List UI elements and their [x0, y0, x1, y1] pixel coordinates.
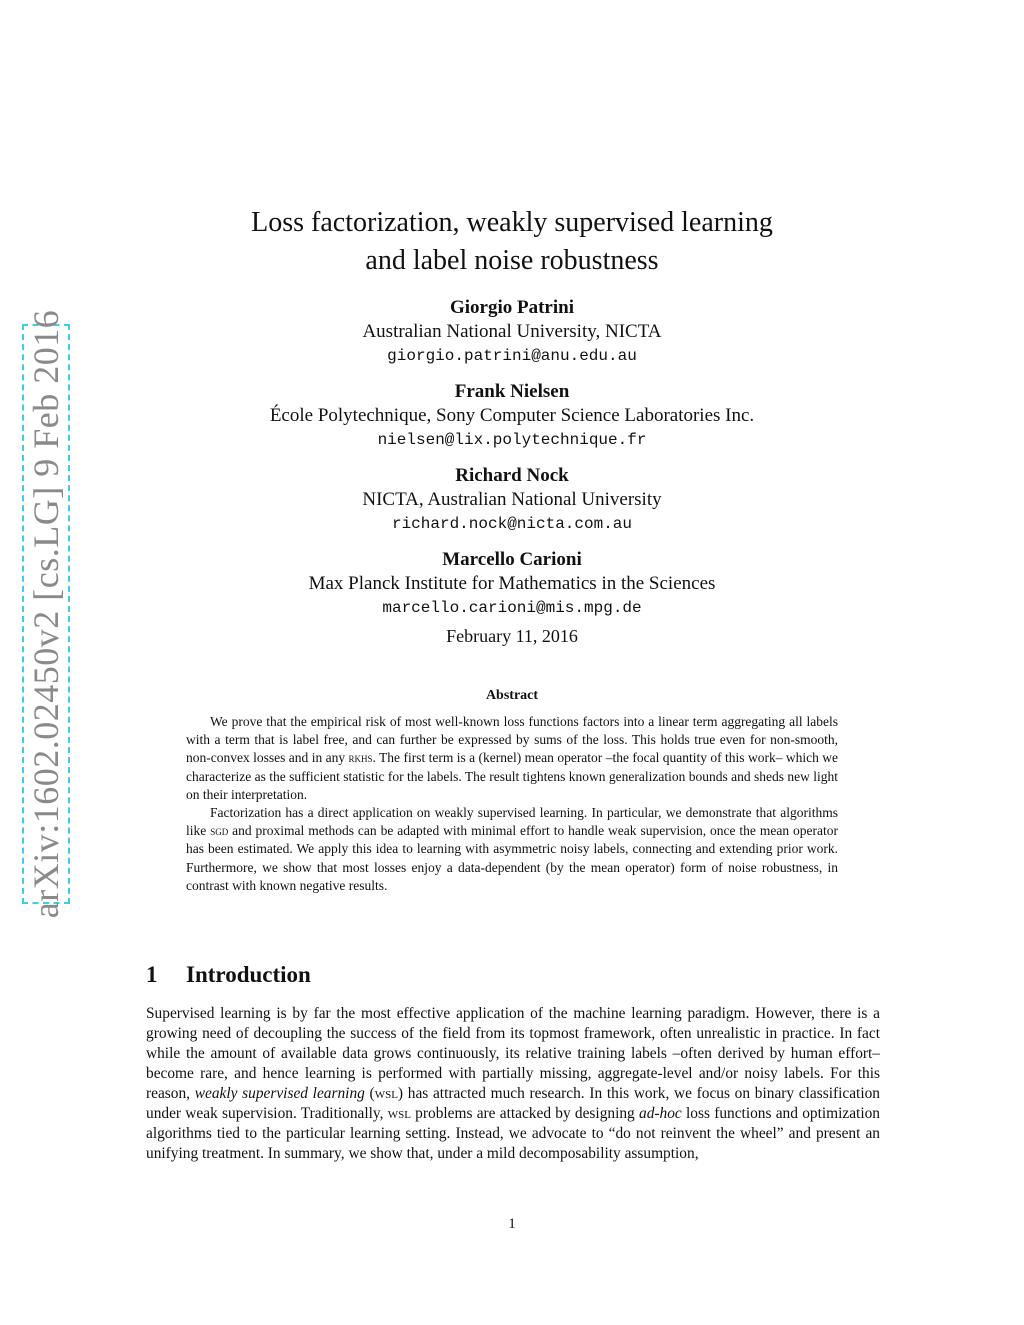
author-affiliation: NICTA, Australian National University [362, 489, 662, 510]
author-entry [0, 380, 1024, 452]
paper-title [0, 204, 1024, 280]
publication-date: February 11, 2016 [446, 626, 578, 646]
author-name: Marcello Carioni [442, 549, 582, 570]
author-entry [0, 548, 1024, 620]
abstract-text: . The first term is a (kernel) mean operator –the focal quantity of this work– which we characterize as the sufficient statistic for the labels. The result tightens known generalization bounds and sheds new light on their interpretation. [186, 750, 838, 802]
page-number: 1 [508, 1216, 516, 1232]
section-number: 1 [146, 962, 158, 987]
author-block [0, 296, 1024, 632]
intro-acronym-wsl: wsl [387, 1105, 411, 1122]
abstract-body [186, 713, 838, 895]
author-affiliation: Max Planck Institute for Mathematics in the Sciences [308, 573, 716, 594]
intro-text: problems are attacked by designing [410, 1105, 639, 1122]
abstract-text: and proximal methods can be adapted with minimal effort to handle weak supervision, once the mean operator has been estimated. We apply this idea to learning with asymmetric noisy labels, connecting and extending prior work. Furthermore, we show that most losses enjoy a data-dependent (by the mean operator) form of noise robustness, in contrast with known negative results. [186, 823, 838, 893]
author-affiliation: Australian National University, NICTA [362, 321, 662, 342]
intro-text: ) has attracted much research. In this work, we focus on binary classification under weak supervision. Traditionally, [146, 1085, 880, 1122]
author-entry [0, 464, 1024, 536]
author-email: richard.nock@nicta.com.au [391, 515, 633, 533]
abstract-heading: Abstract [485, 688, 539, 703]
author-email: marcello.carioni@mis.mpg.de [382, 599, 642, 617]
abstract-text: Factorization has a direct application on weakly supervised learning. In particular, we demonstrate that algorithms like [186, 805, 838, 839]
abstract-acronym-sgd: sgd [210, 823, 229, 839]
intro-text: ( [364, 1085, 375, 1102]
abstract-acronym-rkhs: rkhs [348, 750, 373, 766]
author-email: nielsen@lix.polytechnique.fr [377, 431, 647, 449]
intro-acronym-wsl: wsl [374, 1085, 398, 1102]
author-email: giorgio.patrini@anu.edu.au [387, 347, 637, 365]
author-name: Frank Nielsen [454, 381, 570, 402]
abstract-paragraph [186, 804, 838, 895]
author-name: Giorgio Patrini [449, 297, 574, 318]
abstract-text: We prove that the empirical risk of most well-known loss functions factors into a linear term aggregating all labels with a term that is label free, and can further be expressed by sums of the loss. This holds true even for non-smooth, non-convex losses and in any [186, 714, 838, 766]
section-heading [146, 962, 311, 988]
section-title: Introduction [186, 962, 311, 987]
intro-paragraph [146, 1004, 880, 1164]
intro-text: Supervised learning is by far the most effective application of the machine learning paradigm. However, there is a growing need of decoupling the success of the field from its topmost framework, often unrealistic in practice. In fact while the amount of available data grows continuously, its relative training labels –often derived by human effort– become rare, and hence learning is performed with partially missing, aggregate-level and/or noisy labels. For this reason, [146, 1005, 880, 1102]
intro-emphasis: ad-hoc [639, 1105, 682, 1122]
introduction-body [146, 1004, 880, 1164]
intro-emphasis: weakly supervised learning [194, 1085, 365, 1102]
title-line-2: and label noise robustness [365, 245, 659, 276]
author-affiliation: École Polytechnique, Sony Computer Science Laboratories Inc. [269, 405, 755, 426]
abstract-paragraph [186, 713, 838, 804]
intro-text: loss functions and optimization algorithms tied to the particular learning setting. Instead, we advocate to “do not reinvent the wheel” and present an unifying treatment. In summary, we show that, under a mild decomposability assumption, [146, 1105, 880, 1162]
author-name: Richard Nock [455, 465, 569, 486]
title-line-1: Loss factorization, weakly supervised learning [251, 207, 773, 238]
arxiv-identifier-text: arXiv:1602.02450v2 [cs.LG] 9 Feb 2016 [26, 309, 67, 919]
author-entry [0, 296, 1024, 368]
